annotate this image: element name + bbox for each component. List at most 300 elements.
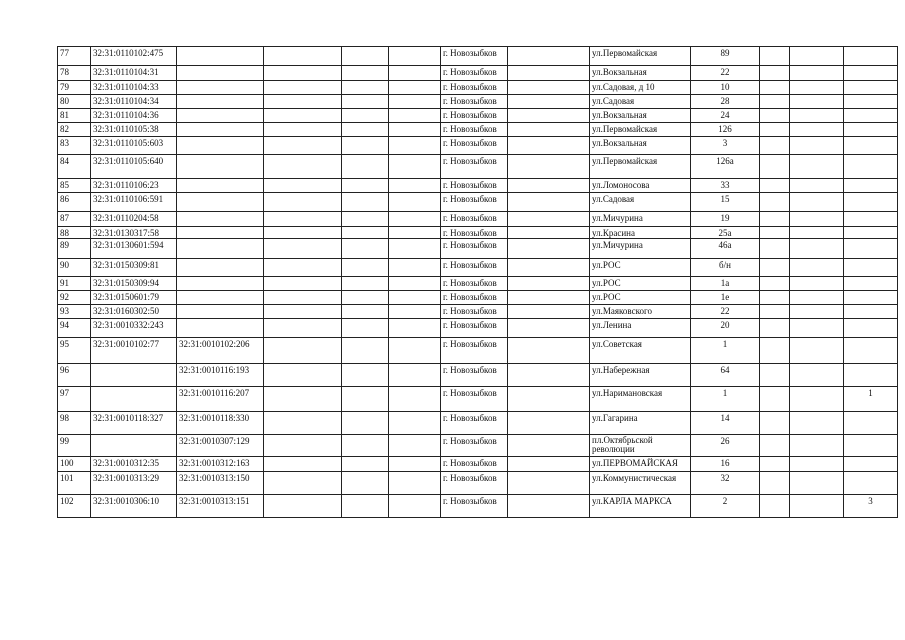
empty-cell: [264, 387, 342, 412]
empty-cell: [760, 123, 790, 137]
empty-cell: [342, 227, 389, 239]
cadastral-number: [91, 364, 177, 387]
empty-cell: [389, 95, 441, 109]
empty-cell: [790, 277, 844, 291]
empty-cell: [508, 155, 590, 179]
empty-cell: [342, 123, 389, 137]
city-cell: г. Новозыбков: [441, 95, 508, 109]
empty-cell: [760, 109, 790, 123]
city-cell: г. Новозыбков: [441, 123, 508, 137]
cadastral-number: [91, 387, 177, 412]
house-number: 19: [691, 212, 760, 227]
city-cell: г. Новозыбков: [441, 155, 508, 179]
empty-cell: [264, 109, 342, 123]
empty-cell: [790, 364, 844, 387]
row-number: 85: [58, 179, 91, 193]
cadastral-number: 32:31:0110105:640: [91, 155, 177, 179]
empty-cell: [264, 123, 342, 137]
row-number: 79: [58, 81, 91, 95]
table-row: [58, 227, 898, 239]
cadastral-number: 32:31:0110105:603: [91, 137, 177, 155]
cadastral-number: 32:31:0110106:23: [91, 179, 177, 193]
empty-cell: [389, 435, 441, 457]
street-cell: ул.Садовая, д 10: [590, 81, 691, 95]
extra-cell: [844, 277, 898, 291]
empty-cell: [760, 239, 790, 259]
cadastral-number-building: 32:31:0010118:330: [177, 412, 264, 435]
empty-cell: [790, 193, 844, 212]
street-cell: ул.РОС: [590, 277, 691, 291]
street-cell: ул.Вокзальная: [590, 66, 691, 81]
empty-cell: [790, 412, 844, 435]
house-number: 126: [691, 123, 760, 137]
cadastral-number: 32:31:0010312:35: [91, 457, 177, 472]
extra-cell: [844, 435, 898, 457]
cadastral-number-building: [177, 155, 264, 179]
empty-cell: [389, 81, 441, 95]
empty-cell: [264, 259, 342, 277]
row-number: 102: [58, 495, 91, 518]
city-cell: г. Новозыбков: [441, 277, 508, 291]
empty-cell: [760, 212, 790, 227]
extra-cell: [844, 305, 898, 319]
street-cell: ул.Садовая: [590, 193, 691, 212]
table-row: [58, 193, 898, 212]
empty-cell: [508, 81, 590, 95]
city-cell: г. Новозыбков: [441, 387, 508, 412]
city-cell: г. Новозыбков: [441, 66, 508, 81]
extra-cell: [844, 123, 898, 137]
empty-cell: [389, 47, 441, 66]
empty-cell: [389, 457, 441, 472]
table-row: [58, 495, 898, 518]
empty-cell: [264, 193, 342, 212]
cadastral-number: 32:31:0130601:594: [91, 239, 177, 259]
house-number: 14: [691, 412, 760, 435]
cadastral-number-building: [177, 305, 264, 319]
empty-cell: [389, 109, 441, 123]
cadastral-number-building: [177, 319, 264, 338]
cadastral-number-building: [177, 277, 264, 291]
empty-cell: [264, 435, 342, 457]
house-number: 24: [691, 109, 760, 123]
street-cell: ул.Первомайская: [590, 155, 691, 179]
extra-cell: [844, 95, 898, 109]
row-number: 95: [58, 338, 91, 364]
table-row: [58, 364, 898, 387]
house-number: 22: [691, 66, 760, 81]
house-number: 3: [691, 137, 760, 155]
empty-cell: [342, 305, 389, 319]
cadastral-number-building: [177, 227, 264, 239]
extra-cell: [844, 338, 898, 364]
table-row: [58, 66, 898, 81]
empty-cell: [508, 472, 590, 495]
table-row: [58, 155, 898, 179]
empty-cell: [790, 435, 844, 457]
empty-cell: [760, 95, 790, 109]
empty-cell: [760, 495, 790, 518]
street-cell: ул.Вокзальная: [590, 137, 691, 155]
table-row: [58, 319, 898, 338]
row-number: 84: [58, 155, 91, 179]
cadastral-number: 32:31:0130317:58: [91, 227, 177, 239]
cadastral-number-building: [177, 123, 264, 137]
extra-cell: [844, 291, 898, 305]
empty-cell: [760, 472, 790, 495]
street-cell: ул.Красина: [590, 227, 691, 239]
cadastral-number-building: [177, 95, 264, 109]
empty-cell: [342, 387, 389, 412]
house-number: 32: [691, 472, 760, 495]
street-cell: ул.ПЕРВОМАЙСКАЯ: [590, 457, 691, 472]
empty-cell: [342, 81, 389, 95]
empty-cell: [760, 179, 790, 193]
street-cell: ул.Ломоносова: [590, 179, 691, 193]
cadastral-number: 32:31:0110105:38: [91, 123, 177, 137]
empty-cell: [508, 109, 590, 123]
extra-cell: [844, 193, 898, 212]
cadastral-number: 32:31:0010102:77: [91, 338, 177, 364]
registry-table: [57, 46, 898, 518]
cadastral-number: 32:31:0150309:94: [91, 277, 177, 291]
cadastral-number-building: [177, 66, 264, 81]
cadastral-number: 32:31:0110204:58: [91, 212, 177, 227]
house-number: 1: [691, 338, 760, 364]
cadastral-number-building: [177, 109, 264, 123]
cadastral-number: 32:31:0010332:243: [91, 319, 177, 338]
empty-cell: [790, 123, 844, 137]
empty-cell: [264, 291, 342, 305]
empty-cell: [264, 457, 342, 472]
empty-cell: [342, 193, 389, 212]
empty-cell: [389, 338, 441, 364]
table-row: [58, 472, 898, 495]
city-cell: г. Новозыбков: [441, 435, 508, 457]
empty-cell: [760, 277, 790, 291]
cadastral-number-building: [177, 212, 264, 227]
city-cell: г. Новозыбков: [441, 305, 508, 319]
extra-cell: [844, 179, 898, 193]
row-number: 100: [58, 457, 91, 472]
empty-cell: [389, 66, 441, 81]
empty-cell: [389, 259, 441, 277]
row-number: 80: [58, 95, 91, 109]
extra-cell: [844, 137, 898, 155]
city-cell: г. Новозыбков: [441, 338, 508, 364]
empty-cell: [508, 66, 590, 81]
empty-cell: [790, 495, 844, 518]
cadastral-number: 32:31:0010306:10: [91, 495, 177, 518]
empty-cell: [389, 472, 441, 495]
cadastral-number-building: 32:31:0010313:151: [177, 495, 264, 518]
empty-cell: [790, 212, 844, 227]
cadastral-number: 32:31:0110106:591: [91, 193, 177, 212]
empty-cell: [508, 239, 590, 259]
empty-cell: [790, 338, 844, 364]
house-number: 64: [691, 364, 760, 387]
cadastral-number: 32:31:0110104:36: [91, 109, 177, 123]
extra-cell: [844, 212, 898, 227]
cadastral-number-building: [177, 81, 264, 95]
house-number: 46а: [691, 239, 760, 259]
city-cell: г. Новозыбков: [441, 137, 508, 155]
empty-cell: [790, 66, 844, 81]
empty-cell: [389, 305, 441, 319]
empty-cell: [342, 338, 389, 364]
table-row: [58, 435, 898, 457]
empty-cell: [760, 193, 790, 212]
table-row: [58, 259, 898, 277]
empty-cell: [508, 193, 590, 212]
empty-cell: [790, 239, 844, 259]
extra-cell: [844, 259, 898, 277]
empty-cell: [342, 472, 389, 495]
city-cell: г. Новозыбков: [441, 81, 508, 95]
empty-cell: [342, 239, 389, 259]
empty-cell: [790, 179, 844, 193]
cadastral-number-building: [177, 193, 264, 212]
extra-cell: [844, 227, 898, 239]
table-row: [58, 457, 898, 472]
row-number: 87: [58, 212, 91, 227]
city-cell: г. Новозыбков: [441, 193, 508, 212]
empty-cell: [342, 457, 389, 472]
empty-cell: [508, 259, 590, 277]
empty-cell: [760, 319, 790, 338]
empty-cell: [508, 277, 590, 291]
empty-cell: [790, 259, 844, 277]
row-number: 82: [58, 123, 91, 137]
house-number: 25а: [691, 227, 760, 239]
city-cell: г. Новозыбков: [441, 259, 508, 277]
row-number: 78: [58, 66, 91, 81]
empty-cell: [760, 137, 790, 155]
house-number: 33: [691, 179, 760, 193]
street-cell: пл.Октябрьской революции: [590, 435, 691, 457]
empty-cell: [264, 155, 342, 179]
house-number: 10: [691, 81, 760, 95]
empty-cell: [790, 472, 844, 495]
table-row: [58, 277, 898, 291]
cadastral-number: 32:31:0110104:31: [91, 66, 177, 81]
table-row: [58, 95, 898, 109]
row-number: 86: [58, 193, 91, 212]
empty-cell: [342, 495, 389, 518]
empty-cell: [264, 364, 342, 387]
empty-cell: [389, 387, 441, 412]
empty-cell: [760, 47, 790, 66]
empty-cell: [264, 305, 342, 319]
cadastral-number: 32:31:0160302:50: [91, 305, 177, 319]
table-row: [58, 291, 898, 305]
empty-cell: [790, 387, 844, 412]
empty-cell: [760, 66, 790, 81]
extra-cell: [844, 319, 898, 338]
house-number: 15: [691, 193, 760, 212]
empty-cell: [342, 277, 389, 291]
empty-cell: [342, 95, 389, 109]
row-number: 77: [58, 47, 91, 66]
empty-cell: [264, 472, 342, 495]
empty-cell: [389, 137, 441, 155]
row-number: 94: [58, 319, 91, 338]
table-row: [58, 47, 898, 66]
empty-cell: [508, 179, 590, 193]
street-cell: ул.РОС: [590, 291, 691, 305]
empty-cell: [342, 137, 389, 155]
empty-cell: [264, 81, 342, 95]
street-cell: ул.Маяковского: [590, 305, 691, 319]
empty-cell: [264, 95, 342, 109]
empty-cell: [760, 81, 790, 95]
empty-cell: [342, 259, 389, 277]
house-number: 26: [691, 435, 760, 457]
cadastral-number: 32:31:0110104:33: [91, 81, 177, 95]
house-number: 16: [691, 457, 760, 472]
city-cell: г. Новозыбков: [441, 109, 508, 123]
empty-cell: [389, 277, 441, 291]
empty-cell: [760, 364, 790, 387]
extra-cell: 1: [844, 387, 898, 412]
empty-cell: [389, 291, 441, 305]
empty-cell: [389, 123, 441, 137]
empty-cell: [342, 47, 389, 66]
empty-cell: [342, 412, 389, 435]
empty-cell: [264, 227, 342, 239]
empty-cell: [508, 457, 590, 472]
house-number: б/н: [691, 259, 760, 277]
extra-cell: [844, 239, 898, 259]
city-cell: г. Новозыбков: [441, 227, 508, 239]
empty-cell: [389, 193, 441, 212]
empty-cell: [790, 319, 844, 338]
table-row: [58, 81, 898, 95]
empty-cell: [790, 457, 844, 472]
empty-cell: [342, 66, 389, 81]
empty-cell: [264, 412, 342, 435]
empty-cell: [790, 109, 844, 123]
street-cell: ул.Первомайская: [590, 47, 691, 66]
empty-cell: [342, 179, 389, 193]
empty-cell: [760, 387, 790, 412]
row-number: 90: [58, 259, 91, 277]
empty-cell: [389, 495, 441, 518]
street-cell: ул.Вокзальная: [590, 109, 691, 123]
empty-cell: [508, 412, 590, 435]
table-row: [58, 305, 898, 319]
extra-cell: [844, 109, 898, 123]
empty-cell: [760, 259, 790, 277]
street-cell: ул.РОС: [590, 259, 691, 277]
house-number: 126а: [691, 155, 760, 179]
empty-cell: [342, 155, 389, 179]
empty-cell: [508, 137, 590, 155]
empty-cell: [264, 212, 342, 227]
empty-cell: [389, 179, 441, 193]
empty-cell: [760, 227, 790, 239]
empty-cell: [508, 291, 590, 305]
city-cell: г. Новозыбков: [441, 179, 508, 193]
cadastral-number: 32:31:0150601:79: [91, 291, 177, 305]
empty-cell: [508, 435, 590, 457]
empty-cell: [264, 137, 342, 155]
cadastral-number-building: [177, 47, 264, 66]
empty-cell: [264, 66, 342, 81]
empty-cell: [760, 412, 790, 435]
street-cell: ул.Советская: [590, 338, 691, 364]
empty-cell: [342, 435, 389, 457]
empty-cell: [508, 305, 590, 319]
city-cell: г. Новозыбков: [441, 364, 508, 387]
empty-cell: [790, 81, 844, 95]
house-number: 20: [691, 319, 760, 338]
street-cell: ул.Садовая: [590, 95, 691, 109]
empty-cell: [790, 291, 844, 305]
city-cell: г. Новозыбков: [441, 239, 508, 259]
empty-cell: [508, 227, 590, 239]
empty-cell: [508, 495, 590, 518]
extra-cell: [844, 412, 898, 435]
empty-cell: [508, 47, 590, 66]
empty-cell: [508, 387, 590, 412]
city-cell: г. Новозыбков: [441, 412, 508, 435]
street-cell: ул.Гагарина: [590, 412, 691, 435]
empty-cell: [508, 319, 590, 338]
city-cell: г. Новозыбков: [441, 472, 508, 495]
street-cell: ул.Наримановская: [590, 387, 691, 412]
street-cell: ул.КАРЛА МАРКСА: [590, 495, 691, 518]
empty-cell: [760, 291, 790, 305]
empty-cell: [508, 364, 590, 387]
cadastral-number: 32:31:0150309:81: [91, 259, 177, 277]
empty-cell: [760, 435, 790, 457]
empty-cell: [389, 412, 441, 435]
city-cell: г. Новозыбков: [441, 457, 508, 472]
table-row: [58, 212, 898, 227]
city-cell: г. Новозыбков: [441, 319, 508, 338]
empty-cell: [342, 291, 389, 305]
street-cell: ул.Ленина: [590, 319, 691, 338]
extra-cell: [844, 457, 898, 472]
house-number: 1а: [691, 277, 760, 291]
cadastral-number-building: [177, 259, 264, 277]
house-number: 1е: [691, 291, 760, 305]
empty-cell: [389, 155, 441, 179]
empty-cell: [264, 319, 342, 338]
row-number: 88: [58, 227, 91, 239]
row-number: 91: [58, 277, 91, 291]
cadastral-number: 32:31:0110102:475: [91, 47, 177, 66]
empty-cell: [389, 227, 441, 239]
city-cell: г. Новозыбков: [441, 291, 508, 305]
cadastral-number-building: [177, 179, 264, 193]
empty-cell: [264, 239, 342, 259]
street-cell: ул.Первомайская: [590, 123, 691, 137]
row-number: 97: [58, 387, 91, 412]
house-number: 1: [691, 387, 760, 412]
empty-cell: [790, 137, 844, 155]
extra-cell: [844, 472, 898, 495]
row-number: 93: [58, 305, 91, 319]
cadastral-number-building: [177, 137, 264, 155]
table-row: [58, 239, 898, 259]
house-number: 2: [691, 495, 760, 518]
city-cell: г. Новозыбков: [441, 495, 508, 518]
cadastral-number-building: 32:31:0010312:163: [177, 457, 264, 472]
cadastral-number-building: 32:31:0010116:193: [177, 364, 264, 387]
empty-cell: [760, 155, 790, 179]
